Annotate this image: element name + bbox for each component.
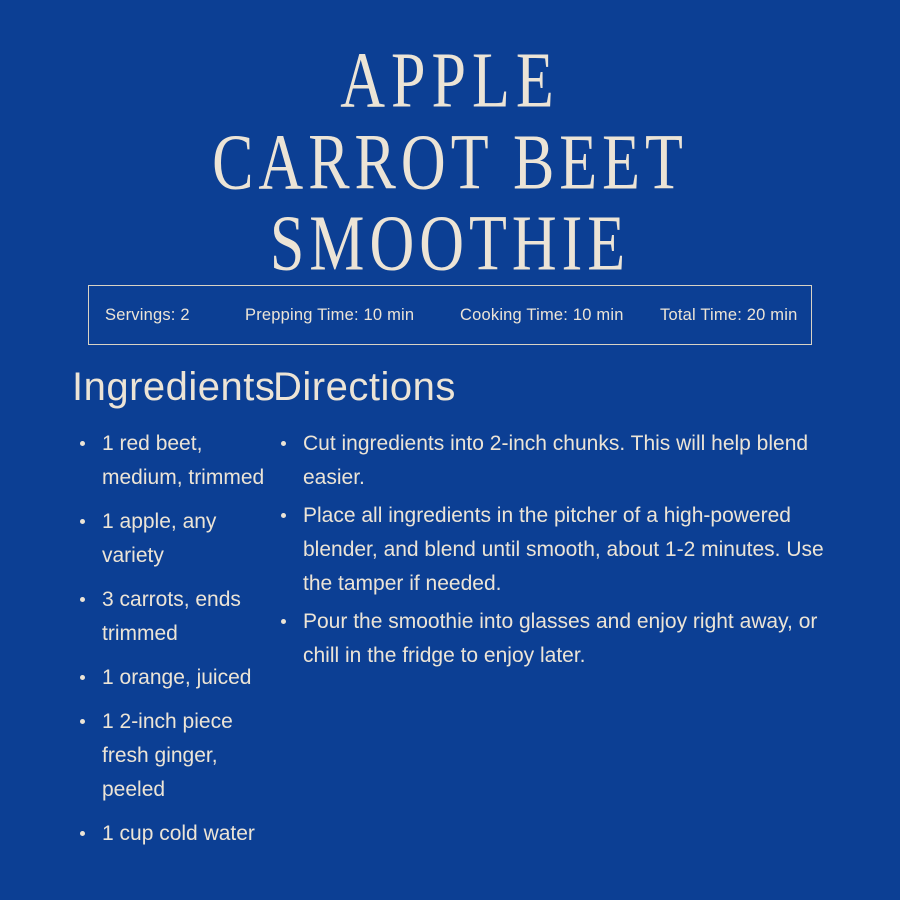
title-line-3: SMOOTHIE	[269, 200, 631, 288]
prepping-time-label: Prepping Time: 10 min	[245, 305, 415, 324]
recipe-body	[0, 365, 900, 861]
recipe-meta-bar	[88, 285, 812, 345]
total-time-label: Total Time: 20 min	[660, 305, 798, 324]
list-item: 1 2-inch piece fresh ginger, peeled	[72, 705, 265, 807]
title-line-1: APPLE	[340, 37, 560, 125]
list-item: Cut ingredients into 2-inch chunks. This will help blend easier.	[273, 427, 825, 495]
ingredients-list	[72, 427, 265, 851]
list-item: 1 red beet, medium, trimmed	[72, 427, 265, 495]
list-item: 3 carrots, ends trimmed	[72, 583, 265, 651]
recipe-title	[0, 0, 900, 288]
ingredients-section	[0, 365, 276, 861]
list-item: Place all ingredients in the pitcher of a high-powered blender, and blend until smooth, about 1-2 minutes. Use the tamper if needed.	[273, 499, 825, 601]
list-item: 1 cup cold water	[72, 817, 265, 851]
directions-list	[273, 427, 825, 673]
directions-heading: Directions	[273, 365, 456, 409]
list-item: 1 orange, juiced	[72, 661, 265, 695]
directions-section	[265, 365, 825, 861]
list-item: 1 apple, any variety	[72, 505, 265, 573]
title-line-2: CARROT BEET	[212, 119, 688, 207]
list-item: Pour the smoothie into glasses and enjoy right away, or chill in the fridge to enjoy later.	[273, 605, 825, 673]
ingredients-heading: Ingredients	[72, 365, 276, 409]
servings-label: Servings: 2	[105, 305, 190, 324]
cooking-time-label: Cooking Time: 10 min	[460, 305, 624, 324]
